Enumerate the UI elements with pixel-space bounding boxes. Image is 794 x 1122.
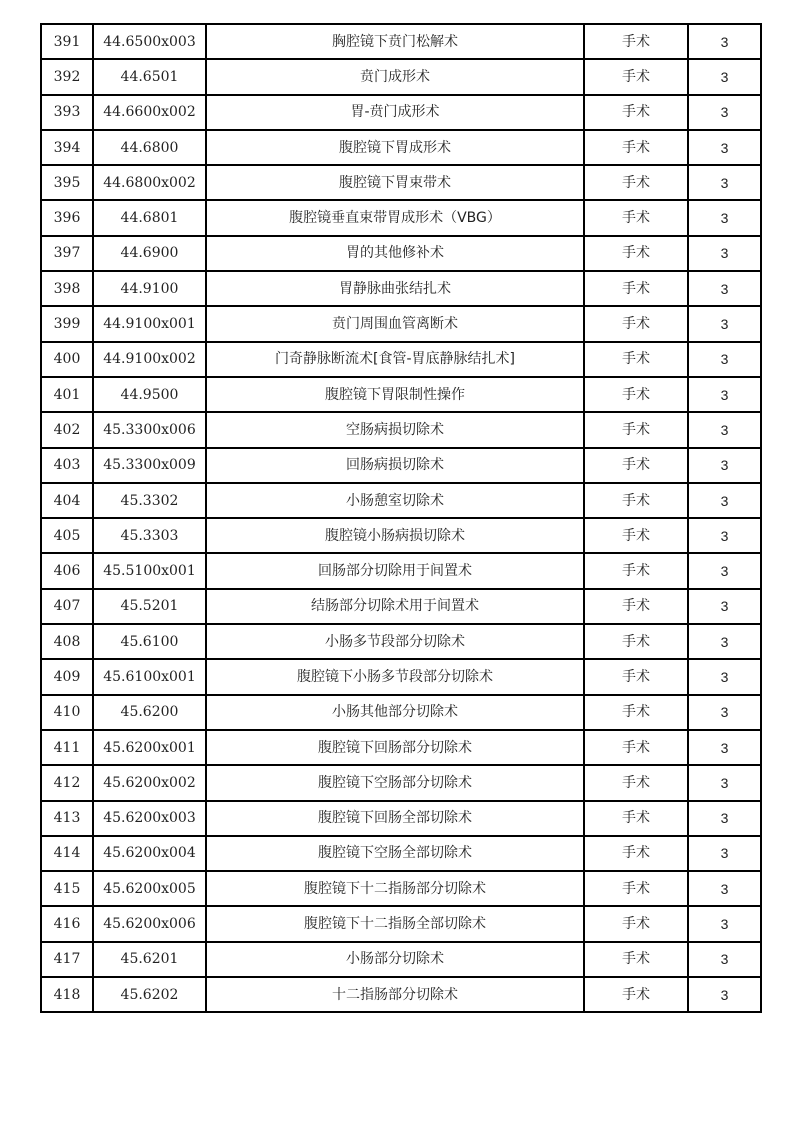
procedure-type-cell: 手术 — [584, 624, 688, 659]
procedure-code-cell: 45.3300x006 — [93, 412, 206, 447]
procedure-code-cell: 45.6100 — [93, 624, 206, 659]
procedure-name-cell: 腹腔镜下回肠部分切除术 — [206, 730, 584, 765]
row-number-cell: 399 — [41, 306, 93, 341]
procedure-code-cell: 44.6500x003 — [93, 24, 206, 59]
procedure-type-cell: 手术 — [584, 412, 688, 447]
table-row — [41, 412, 761, 447]
procedure-code-cell: 45.6200x004 — [93, 836, 206, 871]
procedure-level-cell: 3 — [688, 801, 761, 836]
procedure-type-cell: 手术 — [584, 200, 688, 235]
procedure-level-cell: 3 — [688, 730, 761, 765]
procedure-code-cell: 44.9100 — [93, 271, 206, 306]
procedure-code-cell: 45.6202 — [93, 977, 206, 1012]
procedure-name-cell: 胸腔镜下贲门松解术 — [206, 24, 584, 59]
procedure-code-cell: 44.9100x002 — [93, 342, 206, 377]
procedure-code-cell: 45.6200x003 — [93, 801, 206, 836]
procedure-level-cell: 3 — [688, 836, 761, 871]
row-number-cell: 400 — [41, 342, 93, 377]
procedure-type-cell: 手术 — [584, 730, 688, 765]
procedure-level-cell: 3 — [688, 695, 761, 730]
table-row — [41, 871, 761, 906]
procedure-type-cell: 手术 — [584, 271, 688, 306]
procedure-type-cell: 手术 — [584, 836, 688, 871]
procedure-name-cell: 腹腔镜下十二指肠全部切除术 — [206, 906, 584, 941]
table-row — [41, 836, 761, 871]
table-row — [41, 624, 761, 659]
table-row — [41, 200, 761, 235]
row-number-cell: 403 — [41, 448, 93, 483]
procedure-code-cell: 45.6200 — [93, 695, 206, 730]
procedure-level-cell: 3 — [688, 448, 761, 483]
procedure-type-cell: 手术 — [584, 906, 688, 941]
procedure-type-cell: 手术 — [584, 130, 688, 165]
procedure-level-cell: 3 — [688, 236, 761, 271]
procedure-type-cell: 手术 — [584, 695, 688, 730]
table-row — [41, 236, 761, 271]
procedure-name-cell: 小肠多节段部分切除术 — [206, 624, 584, 659]
procedure-code-cell: 45.6200x006 — [93, 906, 206, 941]
procedure-level-cell: 3 — [688, 659, 761, 694]
procedure-name-cell: 腹腔镜下空肠全部切除术 — [206, 836, 584, 871]
procedure-code-cell: 45.3300x009 — [93, 448, 206, 483]
procedure-name-cell: 贲门成形术 — [206, 59, 584, 94]
procedure-code-cell: 45.6200x002 — [93, 765, 206, 800]
procedure-type-cell: 手术 — [584, 306, 688, 341]
row-number-cell: 415 — [41, 871, 93, 906]
procedure-name-cell: 胃-贲门成形术 — [206, 95, 584, 130]
table-row — [41, 59, 761, 94]
procedure-name-cell: 腹腔镜垂直束带胃成形术（VBG） — [206, 200, 584, 235]
table-row — [41, 165, 761, 200]
table-row — [41, 765, 761, 800]
procedure-name-cell: 腹腔镜下胃限制性操作 — [206, 377, 584, 412]
procedure-level-cell: 3 — [688, 942, 761, 977]
table-row — [41, 448, 761, 483]
table-row — [41, 659, 761, 694]
procedure-type-cell: 手术 — [584, 871, 688, 906]
row-number-cell: 391 — [41, 24, 93, 59]
procedure-name-cell: 贲门周围血管离断术 — [206, 306, 584, 341]
procedure-type-cell: 手术 — [584, 165, 688, 200]
procedure-level-cell: 3 — [688, 624, 761, 659]
procedure-level-cell: 3 — [688, 553, 761, 588]
procedure-name-cell: 腹腔镜下胃束带术 — [206, 165, 584, 200]
procedure-name-cell: 腹腔镜下胃成形术 — [206, 130, 584, 165]
table-row — [41, 377, 761, 412]
table-row — [41, 306, 761, 341]
procedure-code-cell: 45.5201 — [93, 589, 206, 624]
procedure-level-cell: 3 — [688, 271, 761, 306]
table-row — [41, 130, 761, 165]
row-number-cell: 408 — [41, 624, 93, 659]
procedure-type-cell: 手术 — [584, 377, 688, 412]
document-page — [40, 23, 762, 1013]
procedure-level-cell: 3 — [688, 306, 761, 341]
procedure-name-cell: 回肠病损切除术 — [206, 448, 584, 483]
row-number-cell: 409 — [41, 659, 93, 694]
procedure-name-cell: 小肠部分切除术 — [206, 942, 584, 977]
procedure-code-cell: 44.6800 — [93, 130, 206, 165]
procedure-level-cell: 3 — [688, 518, 761, 553]
table-row — [41, 589, 761, 624]
procedure-level-cell: 3 — [688, 95, 761, 130]
table-row — [41, 906, 761, 941]
row-number-cell: 405 — [41, 518, 93, 553]
procedure-code-cell: 45.6100x001 — [93, 659, 206, 694]
row-number-cell: 407 — [41, 589, 93, 624]
table-row — [41, 95, 761, 130]
procedure-level-cell: 3 — [688, 412, 761, 447]
row-number-cell: 414 — [41, 836, 93, 871]
procedure-type-cell: 手术 — [584, 342, 688, 377]
procedure-code-cell: 45.6200x001 — [93, 730, 206, 765]
procedure-name-cell: 胃静脉曲张结扎术 — [206, 271, 584, 306]
table-row — [41, 553, 761, 588]
procedure-type-cell: 手术 — [584, 518, 688, 553]
row-number-cell: 394 — [41, 130, 93, 165]
procedure-code-cell: 44.6801 — [93, 200, 206, 235]
row-number-cell: 397 — [41, 236, 93, 271]
procedure-name-cell: 小肠其他部分切除术 — [206, 695, 584, 730]
procedure-code-cell: 44.6501 — [93, 59, 206, 94]
row-number-cell: 404 — [41, 483, 93, 518]
procedure-name-cell: 腹腔镜下空肠部分切除术 — [206, 765, 584, 800]
row-number-cell: 406 — [41, 553, 93, 588]
procedure-type-cell: 手术 — [584, 589, 688, 624]
procedure-type-cell: 手术 — [584, 765, 688, 800]
row-number-cell: 412 — [41, 765, 93, 800]
procedure-type-cell: 手术 — [584, 942, 688, 977]
procedure-code-cell: 44.6900 — [93, 236, 206, 271]
row-number-cell: 410 — [41, 695, 93, 730]
procedure-type-cell: 手术 — [584, 24, 688, 59]
procedure-name-cell: 腹腔镜下小肠多节段部分切除术 — [206, 659, 584, 694]
procedure-level-cell: 3 — [688, 977, 761, 1012]
procedure-name-cell: 腹腔镜下回肠全部切除术 — [206, 801, 584, 836]
table-row — [41, 518, 761, 553]
row-number-cell: 401 — [41, 377, 93, 412]
procedure-type-cell: 手术 — [584, 95, 688, 130]
table-row — [41, 271, 761, 306]
row-number-cell: 402 — [41, 412, 93, 447]
procedure-name-cell: 十二指肠部分切除术 — [206, 977, 584, 1012]
table-row — [41, 342, 761, 377]
procedure-code-cell: 45.5100x001 — [93, 553, 206, 588]
procedure-type-cell: 手术 — [584, 483, 688, 518]
procedure-level-cell: 3 — [688, 59, 761, 94]
row-number-cell: 418 — [41, 977, 93, 1012]
row-number-cell: 395 — [41, 165, 93, 200]
procedure-code-cell: 44.9500 — [93, 377, 206, 412]
table-row — [41, 730, 761, 765]
row-number-cell: 392 — [41, 59, 93, 94]
procedure-name-cell: 结肠部分切除术用于间置术 — [206, 589, 584, 624]
procedure-table-body — [41, 24, 761, 1012]
procedure-level-cell: 3 — [688, 871, 761, 906]
row-number-cell: 396 — [41, 200, 93, 235]
row-number-cell: 398 — [41, 271, 93, 306]
procedure-type-cell: 手术 — [584, 659, 688, 694]
procedure-code-cell: 44.9100x001 — [93, 306, 206, 341]
procedure-code-cell: 44.6600x002 — [93, 95, 206, 130]
row-number-cell: 417 — [41, 942, 93, 977]
procedure-code-cell: 45.6200x005 — [93, 871, 206, 906]
table-row — [41, 942, 761, 977]
procedure-code-cell: 44.6800x002 — [93, 165, 206, 200]
procedure-level-cell: 3 — [688, 377, 761, 412]
procedure-type-cell: 手术 — [584, 553, 688, 588]
procedure-type-cell: 手术 — [584, 59, 688, 94]
procedure-level-cell: 3 — [688, 24, 761, 59]
procedure-level-cell: 3 — [688, 165, 761, 200]
procedure-level-cell: 3 — [688, 130, 761, 165]
table-row — [41, 801, 761, 836]
procedure-name-cell: 腹腔镜下十二指肠部分切除术 — [206, 871, 584, 906]
procedure-level-cell: 3 — [688, 342, 761, 377]
procedure-type-cell: 手术 — [584, 801, 688, 836]
procedure-name-cell: 回肠部分切除用于间置术 — [206, 553, 584, 588]
procedure-type-cell: 手术 — [584, 977, 688, 1012]
procedure-name-cell: 空肠病损切除术 — [206, 412, 584, 447]
procedure-level-cell: 3 — [688, 200, 761, 235]
table-row — [41, 483, 761, 518]
procedure-level-cell: 3 — [688, 765, 761, 800]
procedure-name-cell: 腹腔镜小肠病损切除术 — [206, 518, 584, 553]
procedure-type-cell: 手术 — [584, 448, 688, 483]
procedure-name-cell: 胃的其他修补术 — [206, 236, 584, 271]
procedure-code-cell: 45.6201 — [93, 942, 206, 977]
procedure-name-cell: 小肠憩室切除术 — [206, 483, 584, 518]
procedure-table — [40, 23, 762, 1013]
table-row — [41, 695, 761, 730]
row-number-cell: 416 — [41, 906, 93, 941]
procedure-type-cell: 手术 — [584, 236, 688, 271]
row-number-cell: 393 — [41, 95, 93, 130]
procedure-level-cell: 3 — [688, 906, 761, 941]
procedure-level-cell: 3 — [688, 589, 761, 624]
table-row — [41, 24, 761, 59]
procedure-level-cell: 3 — [688, 483, 761, 518]
procedure-name-cell: 门奇静脉断流术[食管-胃底静脉结扎术] — [206, 342, 584, 377]
row-number-cell: 413 — [41, 801, 93, 836]
procedure-code-cell: 45.3303 — [93, 518, 206, 553]
table-row — [41, 977, 761, 1012]
procedure-code-cell: 45.3302 — [93, 483, 206, 518]
row-number-cell: 411 — [41, 730, 93, 765]
